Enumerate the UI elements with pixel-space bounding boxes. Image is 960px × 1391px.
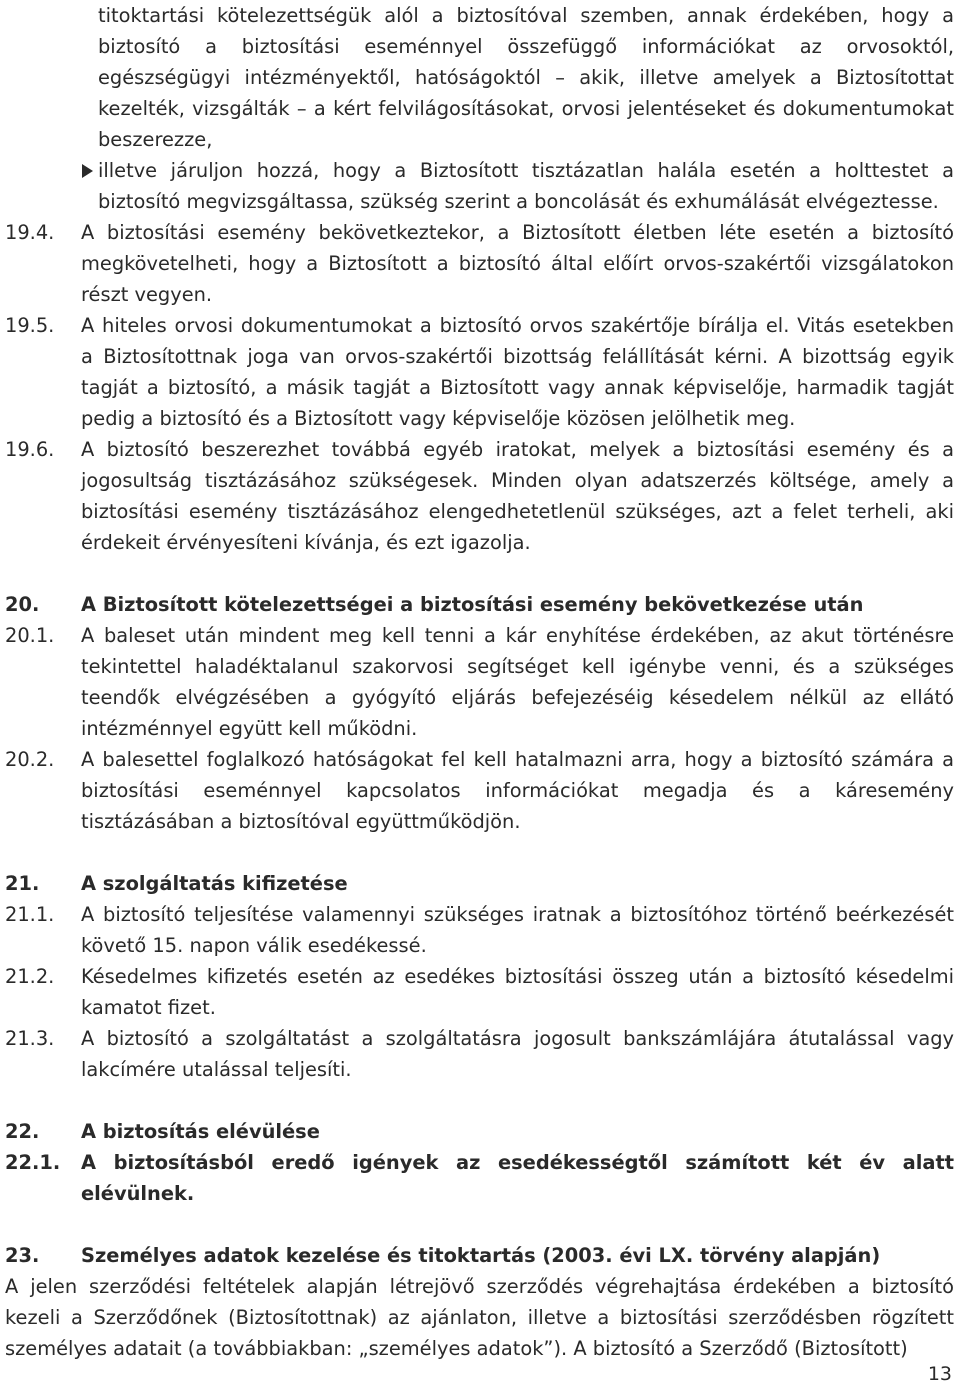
clause-number: 21.1. bbox=[5, 903, 55, 926]
section-title: A biztosítás elévülése bbox=[81, 1120, 320, 1143]
clause-text: A balesettel foglalkozó hatóságokat fel kell hatalmazni arra, hogy a biztosító számára a biztosítási eseménnyel kapcsolatos információkat megadja és a káresemény tisztázásában a biztosítóval együttműködjön. bbox=[81, 748, 954, 833]
section-number: 22. bbox=[5, 1120, 40, 1143]
clause-21-1 bbox=[5, 899, 954, 961]
clause-text: A biztosító teljesítése valamennyi szükséges iratnak a biztosítóhoz történő beérkezését követő 15. napon válik esedékessé. bbox=[81, 903, 954, 957]
clause-21-3 bbox=[5, 1023, 954, 1085]
page-number: 13 bbox=[927, 1363, 952, 1385]
section-22-heading bbox=[5, 1116, 954, 1147]
clause-number: 21.3. bbox=[5, 1027, 55, 1050]
section-number: 23. bbox=[5, 1244, 40, 1267]
clause-number: 19.5. bbox=[5, 314, 55, 337]
clause-number: 19.6. bbox=[5, 438, 55, 461]
section-20-heading bbox=[5, 589, 954, 620]
clause-number: 21.2. bbox=[5, 965, 55, 988]
bullet-text: illetve járuljon hozzá, hogy a Biztosított tisztázatlan halála esetén a holttestet a biztosító megvizsgáltassa, szükség szerint a boncolását és exhumálását elvégeztesse. bbox=[98, 159, 954, 213]
section-23-heading bbox=[5, 1240, 954, 1271]
clause-19-5 bbox=[5, 310, 954, 434]
section-title: A szolgáltatás kifizetése bbox=[81, 872, 348, 895]
section-number: 20. bbox=[5, 593, 40, 616]
clause-19-4 bbox=[5, 217, 954, 310]
clause-20-1 bbox=[5, 620, 954, 744]
clause-text: A biztosítási esemény bekövetkeztekor, a Biztosított életben léte esetén a biztosító megkövetelheti, hogy a Biztosított a biztosító által előírt orvos-szakértői vizsgálatokon részt vegyen. bbox=[81, 221, 954, 306]
continued-paragraph: titoktartási kötelezettségük alól a biztosítóval szemben, annak érdekében, hogy a biztosító a biztosítási eseménnyel összefüggő információkat az orvosoktól, egészségügyi intézményektől, hatóságoktól – akik, illetve amelyek a Biztosítottat kezelték, vizsgálták – a kért felvilágosításokat, orvosi jelentéseket és dokumentumokat beszerezze, bbox=[98, 4, 954, 151]
clause-number: 19.4. bbox=[5, 221, 55, 244]
section-21-heading bbox=[5, 868, 954, 899]
clause-20-2 bbox=[5, 744, 954, 837]
clause-number: 22.1. bbox=[5, 1151, 61, 1174]
section-title: Személyes adatok kezelése és titoktartás (2003. évi LX. törvény alapján) bbox=[81, 1244, 881, 1267]
triangle-bullet-icon bbox=[80, 155, 98, 217]
clause-number: 20.2. bbox=[5, 748, 55, 771]
section-title: A Biztosított kötelezettségei a biztosítási esemény bekövetkezése után bbox=[81, 593, 864, 616]
clause-22-1 bbox=[5, 1147, 954, 1209]
clause-19-6 bbox=[5, 434, 954, 558]
clause-text: A biztosító a szolgáltatást a szolgáltatásra jogosult bankszámlájára átutalással vagy lakcímére utalással teljesíti. bbox=[81, 1027, 954, 1081]
bullet-item bbox=[5, 155, 954, 217]
clause-text: A biztosító beszerezhet továbbá egyéb iratokat, melyek a biztosítási esemény és a jogosultság tisztázásához szükségesek. Minden olyan adatszerzés költsége, amely a biztosítási esemény tisztázásához elengedhetetlenül szükséges, azt a felet terheli, aki érdekeit érvényesíteni kívánja, és ezt igazolja. bbox=[81, 438, 954, 554]
clause-text: A biztosításból eredő igények az esedékességtől számított két év alatt elévülnek. bbox=[81, 1151, 954, 1205]
clause-number: 20.1. bbox=[5, 624, 55, 647]
clause-text: A hiteles orvosi dokumentumokat a biztosító orvos szakértője bírálja el. Vitás esetekben a Biztosítottnak joga van orvos-szakértői bizottság felállítását kérni. A bizottság egyik tagját a biztosító, a másik tagját a Biztosított vagy annak képviselője, harmadik tagját pedig a biztosító és a Biztosított vagy képviselője közösen jelölhetik meg. bbox=[81, 314, 954, 430]
section-23-text: A jelen szerződési feltételek alapján létrejövő szerződés végrehajtása érdekében a biztosító kezeli a Szerződőnek (Biztosítottnak) az ajánlaton, illetve a biztosítási szerződésben rögzített személyes adatait (a továbbiakban: „személyes adatok”). A biztosító a Szerződő (Biztosított) bbox=[5, 1275, 954, 1360]
document-page bbox=[5, 0, 954, 1364]
clause-text: Késedelmes kifizetés esetén az esedékes biztosítási összeg után a biztosító késedelmi kamatot fizet. bbox=[81, 965, 954, 1019]
clause-21-2 bbox=[5, 961, 954, 1023]
section-number: 21. bbox=[5, 872, 40, 895]
clause-text: A baleset után mindent meg kell tenni a kár enyhítése érdekében, az akut történésre tekintettel haladéktalanul szakorvosi segítséget kell igénybe venni, és a szükséges teendők elvégzésében a gyógyító eljárás befejezéséig késedelem nélkül az ellátó intézménnyel együtt kell működni. bbox=[81, 624, 954, 740]
